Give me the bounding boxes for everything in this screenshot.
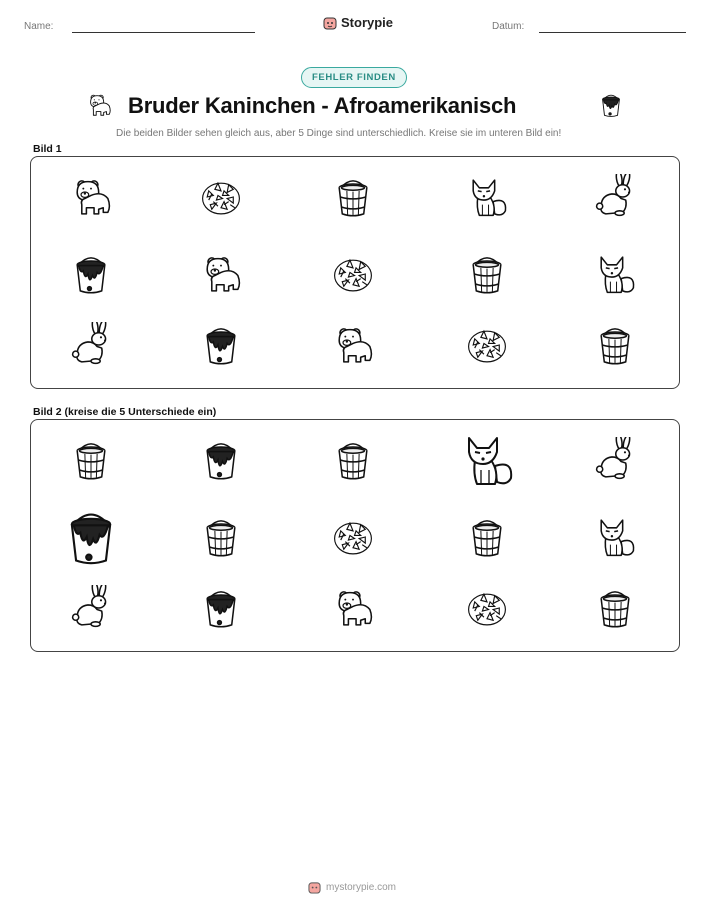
activity-badge: FEHLER FINDEN — [301, 67, 407, 88]
bush-icon — [330, 251, 376, 297]
bush-icon[interactable] — [464, 585, 510, 631]
bucket-icon[interactable] — [330, 437, 376, 483]
brand-logo — [323, 15, 393, 30]
bucket-icon — [464, 251, 510, 297]
tar-bucket-icon[interactable] — [198, 437, 244, 483]
brand-name: Storypie — [341, 15, 394, 30]
tar-bucket-icon — [68, 251, 114, 297]
instructions: Die beiden Bilder sehen gleich aus, aber 5 Dinge sind unterschiedlich. Kreise sie im unteren Bild ein! — [116, 128, 562, 139]
title-bear-icon — [85, 91, 113, 124]
bucket-icon — [592, 322, 638, 368]
picture2-panel[interactable] — [30, 419, 680, 652]
bucket-icon — [330, 174, 376, 220]
tar-bucket-icon[interactable] — [59, 505, 123, 569]
footer-logo-icon — [308, 881, 321, 894]
picture1-label: Bild 1 — [33, 143, 62, 155]
footer — [308, 881, 396, 894]
rabbit-icon — [592, 174, 638, 220]
title-tar-bucket-icon — [597, 91, 625, 124]
fox-icon[interactable] — [457, 430, 517, 490]
fox-icon — [592, 251, 638, 297]
fox-icon — [464, 174, 510, 220]
name-field[interactable] — [72, 32, 255, 33]
picture1-panel — [30, 156, 680, 389]
fox-icon[interactable] — [592, 514, 638, 560]
rabbit-icon[interactable] — [68, 585, 114, 631]
bucket-icon[interactable] — [464, 514, 510, 560]
date-label: Datum: — [492, 21, 525, 32]
bear-icon[interactable] — [330, 585, 376, 631]
bear-icon — [198, 251, 244, 297]
name-label: Name: — [24, 21, 54, 32]
picture2-label: Bild 2 (kreise die 5 Unterschiede ein) — [33, 406, 217, 418]
bush-icon — [464, 322, 510, 368]
bush-icon[interactable] — [330, 514, 376, 560]
rabbit-icon — [68, 322, 114, 368]
tar-bucket-icon — [198, 322, 244, 368]
storypie-logo-icon — [323, 16, 337, 30]
bear-icon — [68, 174, 114, 220]
date-field[interactable] — [539, 32, 686, 33]
bush-icon — [198, 174, 244, 220]
bear-icon — [330, 322, 376, 368]
rabbit-icon[interactable] — [592, 437, 638, 483]
tar-bucket-icon[interactable] — [198, 585, 244, 631]
bucket-icon[interactable] — [592, 585, 638, 631]
page-title: Bruder Kaninchen - Afroamerikanisch — [128, 93, 517, 118]
bucket-icon[interactable] — [198, 514, 244, 560]
bucket-icon[interactable] — [68, 437, 114, 483]
footer-url[interactable]: mystorypie.com — [326, 882, 397, 893]
